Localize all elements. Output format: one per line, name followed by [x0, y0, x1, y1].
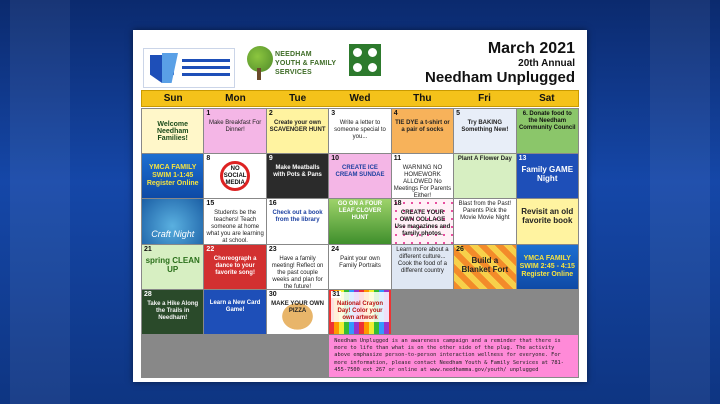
activity-text: NO SOCIAL MEDIA	[223, 165, 247, 186]
cell-day-18	[392, 199, 453, 243]
activity-text: 6. Donate food to the Needham Community Council	[518, 111, 576, 131]
cell-day-14	[142, 199, 203, 243]
activity-text: Make Breakfast For Dinner!	[208, 120, 262, 133]
activity-text: Plant A Flower Day	[457, 156, 512, 163]
dow-wed: Wed	[349, 93, 371, 104]
cell-day-24	[329, 245, 390, 289]
dow-fri: Fri	[478, 93, 491, 104]
cell-day-21	[142, 245, 203, 289]
cell-day-9	[267, 154, 328, 198]
activity-text: Try BAKING Something New!	[461, 120, 509, 133]
cell-day-6	[517, 109, 578, 153]
dow-thu: Thu	[413, 93, 432, 104]
cell-day-11	[392, 154, 453, 198]
cell-day-16	[267, 199, 328, 243]
day-number: 21	[144, 245, 152, 253]
calendar-grid	[141, 108, 579, 378]
info-text: Needham Unplugged is an awareness campaign and a reminder that there is more to life than what is on the other side of the plug. The activity above emphasize person-to-person interaction wellness for everyone. For more information, please contact Needham Youth & Family Services at 781-455-7500 ext 267 or online at www.needhamma.gov/youth/ unplugged	[334, 337, 564, 373]
activity-text: Make Meatballs with Pots & Pans	[273, 165, 322, 179]
background-stripe	[650, 0, 710, 404]
cell-day-25	[392, 245, 453, 289]
day-number: 13	[518, 155, 527, 163]
activity-text: YMCA FAMILY SWIM 2:45 - 4:15 Register Online	[519, 254, 575, 278]
cell-day-22	[204, 245, 265, 289]
dow-tue: Tue	[289, 93, 307, 104]
activity-text: Family GAME Night	[521, 165, 574, 184]
days-of-week-header	[141, 90, 579, 107]
community-council-logo	[349, 44, 381, 76]
cell-day-26	[454, 245, 515, 289]
cell-day-12	[454, 154, 515, 198]
activity-text: Build a Blanket Fort	[461, 255, 509, 274]
day-number: 26	[456, 245, 464, 253]
edition-label: 20th Annual	[518, 58, 575, 69]
background-stripe	[10, 0, 70, 404]
cell-day-7	[142, 154, 203, 198]
calendar-poster	[133, 30, 587, 382]
activity-text: WARNING NO HOMEWORK ALLOWED No Meetings For Parents Either!	[393, 165, 452, 199]
cell-day-27	[517, 245, 578, 289]
cell-day-13	[517, 154, 578, 198]
day-number: 8	[206, 155, 211, 163]
nyfs-logo	[245, 46, 337, 90]
cell-day-4	[392, 109, 453, 153]
cell-day-1	[204, 109, 265, 153]
day-number: 28	[144, 290, 152, 298]
cell-day-30	[267, 290, 328, 334]
activity-text: Create your own SCAVENGER HUNT	[269, 120, 326, 133]
day-number: 2	[268, 110, 273, 117]
activity-text: National Crayon Day! Color your own artwork	[331, 292, 388, 322]
info-box	[329, 335, 578, 377]
welcome-text: Welcome Needham Families!	[156, 120, 189, 142]
day-number: 15	[206, 200, 215, 208]
activity-text: Have a family meeting! Reflect on the past couple weeks and plan for the future!	[271, 255, 324, 289]
activity-text: spring CLEAN UP	[145, 255, 200, 274]
cell-day-31	[329, 290, 390, 334]
activity-text: Write a letter to someone special to you...	[334, 120, 386, 140]
day-number: 9	[268, 155, 273, 163]
cell-day-5	[454, 109, 515, 153]
day-number: 31	[332, 290, 341, 298]
activity-text: YMCA FAMILY SWIM 1-1:45 Register Online	[146, 164, 199, 188]
activity-text: Paint your own Family Portraits	[339, 255, 381, 269]
cell-day-19	[454, 199, 515, 243]
activity-text: Learn a New Card Game!	[209, 299, 261, 313]
day-number: 23	[268, 245, 277, 253]
day-number: 11	[393, 155, 402, 163]
cell-day-2	[267, 109, 328, 153]
cell-day-29	[204, 290, 265, 334]
day-number: 30	[268, 290, 277, 298]
activity-text: MAKE YOUR OWN PIZZA	[271, 300, 324, 314]
activity-text: Check out a book from the library	[272, 210, 323, 224]
cell-day-8	[204, 154, 265, 198]
cell-day-10	[329, 154, 390, 198]
nyfs-logo-text: NEEDHAM YOUTH & FAMILY SERVICES	[275, 51, 337, 76]
cell-day-15	[204, 199, 265, 243]
cell-day-28	[142, 290, 203, 334]
event-title: Needham Unplugged	[424, 69, 575, 86]
day-number: 3	[331, 110, 336, 117]
dow-mon: Mon	[225, 93, 246, 104]
dow-sat: Sat	[539, 93, 555, 104]
day-number: 18	[393, 200, 402, 208]
cell-day-17	[329, 199, 390, 243]
activity-text: Take a Hike Along the Trails in Needham!	[147, 300, 199, 321]
day-number: 10	[331, 155, 340, 163]
calendar-month-title: March 2021	[487, 40, 575, 57]
day-number: 4	[393, 110, 398, 117]
activity-text: Blast from the Past! Parents Pick the Movie Movie Night	[458, 201, 512, 222]
activity-text: Craft Night	[151, 228, 195, 239]
cell-day-23	[267, 245, 328, 289]
cell-day-20	[517, 199, 578, 243]
activity-text: Students be the teachers! Teach someone at home what you are learning at school.	[206, 210, 264, 244]
day-number: 24	[331, 245, 340, 253]
activity-text: CREATE ICE CREAM SUNDAE	[335, 165, 385, 179]
activity-text: Revisit an old favorite book	[521, 207, 574, 226]
activity-text: Choreograph a dance to your favorite song!	[213, 255, 257, 276]
ymca-logo	[143, 48, 235, 88]
cell-welcome	[142, 109, 203, 153]
day-number: 16	[268, 200, 277, 208]
no-social-icon	[220, 161, 250, 191]
activity-text: GO ON A FOUR LEAF CLOVER HUNT	[337, 201, 383, 222]
day-number: 5	[456, 110, 461, 117]
cell-day-3	[329, 109, 390, 153]
activity-text: CREATE YOUR OWN COLLAGE Use magazines and family photos.	[394, 210, 451, 238]
activity-text: TIE DYE a t-shirt or a pair of socks	[395, 120, 450, 133]
activity-text: Learn more about a different culture... Cook the food of a different country	[396, 246, 449, 274]
day-number: 22	[206, 245, 215, 253]
dow-sun: Sun	[163, 93, 183, 104]
day-number: 1	[206, 110, 211, 117]
